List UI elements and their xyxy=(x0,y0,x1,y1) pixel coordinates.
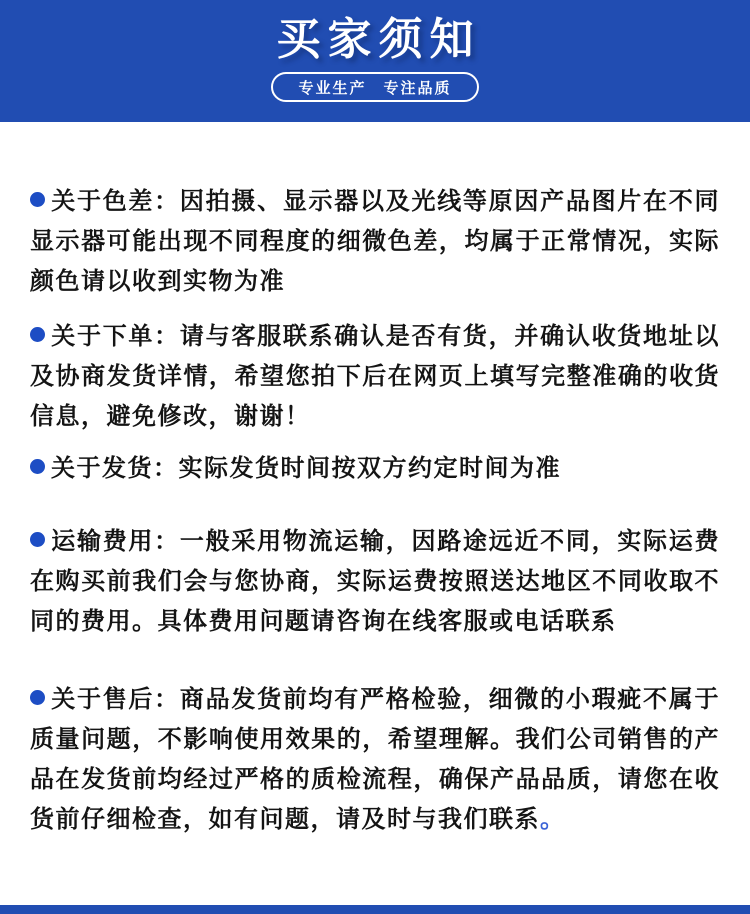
notice-item-after-sales xyxy=(30,680,720,840)
notice-text: 商品发货前均有严格检验，细微的小瑕疵不属于质量问题，不影响使用效果的，希望理解。我们公司销售的产品在发货前均经过严格的质检流程，确保产品品质，请您在收货前仔细检查，如有问题，请及时与我们联系 xyxy=(30,686,721,833)
bullet-icon xyxy=(30,690,45,705)
quality-badge xyxy=(271,72,478,102)
notice-text: 请与客服联系确认是否有货，并确认收货地址以及协商发货详情，希望您拍下后在网页上填写完整准确的收货信息，避免修改，谢谢！ xyxy=(30,323,721,430)
notice-label: 关于发货： xyxy=(51,455,179,482)
bullet-icon xyxy=(30,192,45,207)
notice-text: 一般采用物流运输，因路途远近不同，实际运费在购买前我们会与您协商，实际运费按照送达地区不同收取不同的费用。具体费用问题请咨询在线客服或电话联系 xyxy=(30,528,721,635)
notice-item-ordering xyxy=(30,317,720,437)
bullet-icon xyxy=(30,459,45,474)
notice-item-color-difference xyxy=(30,182,720,302)
footer-bar xyxy=(0,905,750,914)
notice-label: 运输费用： xyxy=(51,528,180,555)
notice-item-freight xyxy=(30,522,720,642)
notice-list xyxy=(0,122,750,840)
notice-text-period: 。 xyxy=(540,806,566,833)
notice-item-shipping xyxy=(30,449,720,489)
notice-label: 关于售后： xyxy=(51,686,180,713)
page-title: 买家须知 xyxy=(276,15,481,64)
quality-badge-label: 专业生产 专注品质 xyxy=(298,79,452,97)
notice-label: 关于下单： xyxy=(51,323,180,350)
bullet-icon xyxy=(30,532,45,547)
notice-text: 因拍摄、显示器以及光线等原因产品图片在不同显示器可能出现不同程度的细微色差，均属于正常情况，实际颜色请以收到实物为准 xyxy=(30,188,721,295)
notice-text: 实际发货时间按双方约定时间为准 xyxy=(178,455,561,482)
bullet-icon xyxy=(30,327,45,342)
header-banner xyxy=(0,0,750,122)
notice-label: 关于色差： xyxy=(51,188,180,215)
